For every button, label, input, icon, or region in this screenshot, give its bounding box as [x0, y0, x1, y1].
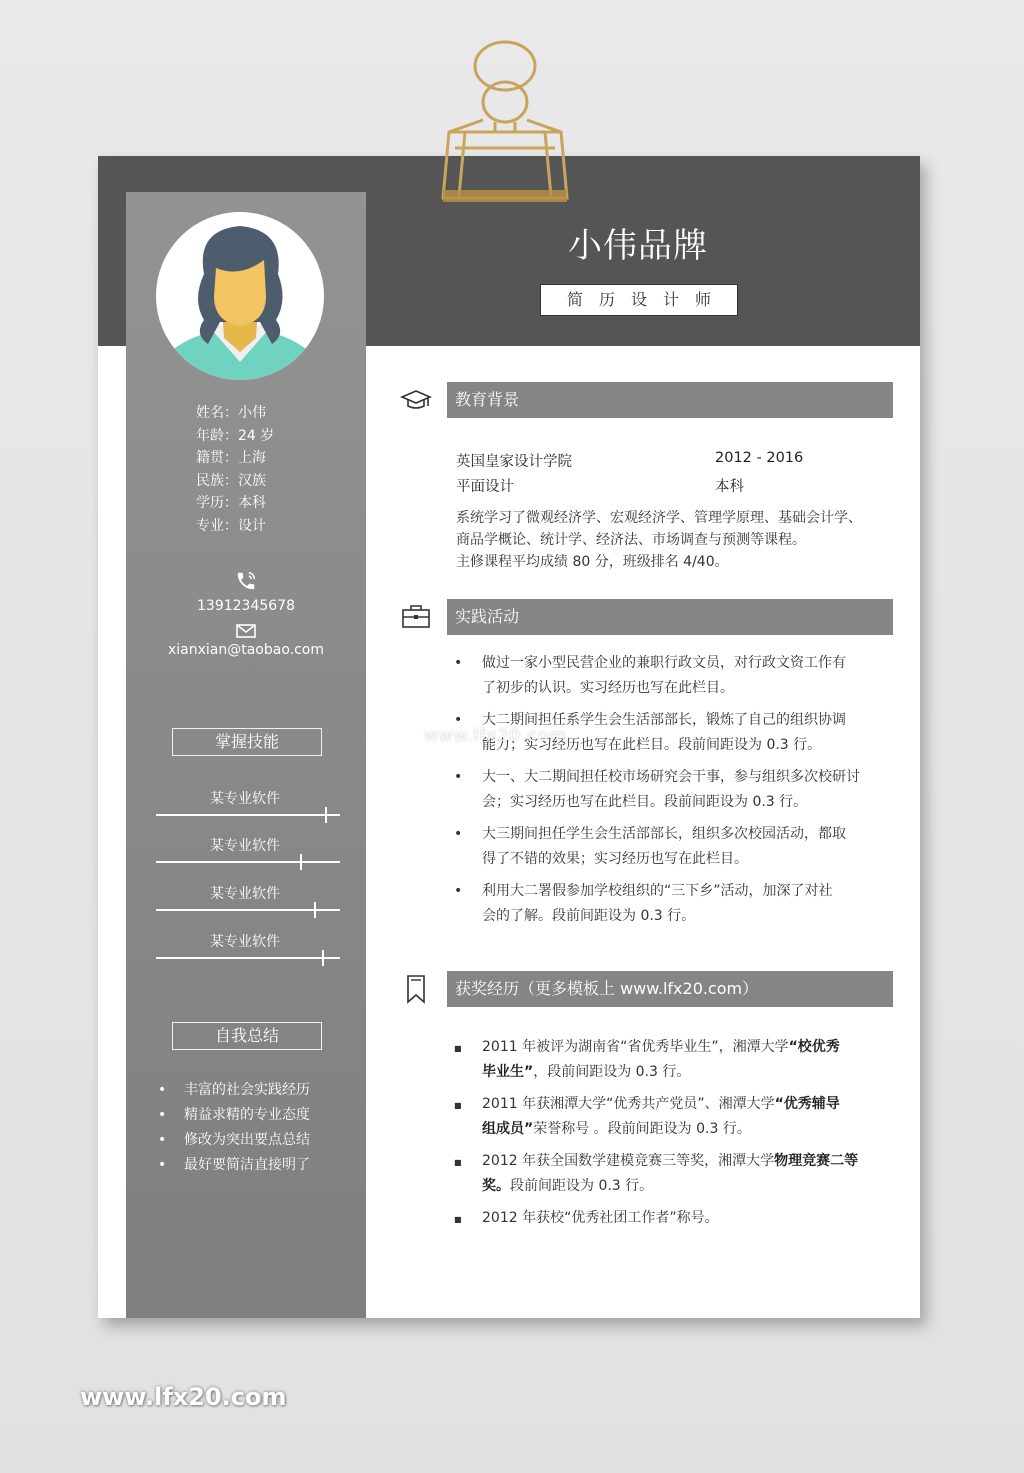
mail-icon — [236, 624, 256, 638]
graduation-cap-icon — [398, 382, 434, 418]
summary-item: • 丰富的社会实践经历 — [158, 1078, 310, 1103]
major-name: 平面设计 — [456, 479, 514, 495]
skills-title: 掌握技能 — [172, 728, 322, 756]
skill-level-marker — [300, 854, 302, 870]
watermark-overlay: www.lfx20.com — [424, 726, 567, 746]
skill-item — [156, 788, 340, 816]
education-desc-line: 主修课程平均成绩 80 分，班级排名 4/40。 — [456, 554, 729, 570]
briefcase-icon — [398, 599, 434, 635]
bookmark-icon — [398, 971, 434, 1007]
practice-item: • 大一、大二期间担任校市场研究会干事，参与组织多次校研讨 会；实习经历也写在此栏目。段前间距设为 0.3 行。 — [454, 765, 874, 815]
summary-item: • 修改为突出要点总结 — [158, 1128, 310, 1153]
award-item: ■ 2012 年获校“优秀社团工作者”称号。 — [454, 1206, 874, 1231]
skill-level-marker — [314, 902, 316, 918]
summary-item: • 精益求精的专业态度 — [158, 1103, 310, 1128]
person-avatar-icon — [156, 212, 324, 380]
phone-block — [126, 570, 366, 614]
info-ethnicity: 民族：汉族 — [196, 472, 266, 489]
education-desc-line: 系统学习了微观经济学、宏观经济学、管理学原理、基础会计学、 — [456, 510, 862, 526]
info-age: 年龄：24 岁 — [196, 427, 275, 444]
skill-item — [156, 883, 340, 911]
practice-list — [454, 651, 874, 936]
summary-title: 自我总结 — [172, 1022, 322, 1050]
education-heading: 教育背景 — [447, 382, 893, 418]
skill-item — [156, 835, 340, 863]
personal-info — [196, 402, 274, 537]
info-name: 姓名：小伟 — [196, 405, 266, 421]
study-period: 2012 - 2016 — [715, 450, 804, 466]
skill-label: 某专业软件 — [210, 791, 280, 807]
degree: 本科 — [715, 479, 744, 495]
skill-bar — [156, 814, 340, 816]
job-title: 简历设计师 — [540, 284, 738, 316]
info-education: 学历：本科 — [196, 495, 266, 511]
award-item: ■ 2011 年获湘潭大学“优秀共产党员”、湘潭大学“优秀辅导 组成员”荣誉称号 。段前间距设为 0.3 行。 — [454, 1092, 874, 1142]
skill-item — [156, 931, 340, 959]
education-desc-line: 商品学概论、统计学、经济法、市场调查与预测等课程。 — [456, 532, 806, 548]
school-name: 英国皇家设计学院 — [456, 454, 572, 470]
summary-list — [158, 1078, 310, 1178]
info-hometown: 籍贯：上海 — [196, 450, 266, 466]
awards-list — [454, 1035, 874, 1238]
avatar — [156, 212, 324, 380]
award-item: ■ 2011 年被评为湖南省“省优秀毕业生”，湘潭大学“校优秀 毕业生”，段前间距设为 0.3 行。 — [454, 1035, 874, 1085]
skill-level-marker — [325, 807, 327, 823]
practice-item: • 利用大二署假参加学校组织的“三下乡”活动，加深了对社 会的了解。段前间距设为 0.3 行。 — [454, 879, 874, 929]
email-address: xianxian@taobao.com — [167, 642, 325, 658]
education-description — [456, 507, 862, 573]
summary-item: • 最好要简洁直接明了 — [158, 1153, 310, 1178]
skill-level-marker — [322, 950, 324, 966]
phone-icon — [235, 570, 257, 592]
practice-item: • 做过一家小型民营企业的兼职行政文员，对行政文资工作有 了初步的认识。实习经历也写在此栏目。 — [454, 651, 874, 701]
resume-name: 小伟品牌 — [568, 226, 708, 266]
sidebar — [126, 192, 366, 1318]
award-item: ■ 2012 年获全国数学建模竞赛三等奖，湘潭大学物理竞赛二等 奖。段前间距设为 0.3 行。 — [454, 1149, 874, 1199]
skill-label: 某专业软件 — [210, 886, 280, 902]
practice-item: • 大二期间担任系学生会生活部部长，锻炼了自己的组织协调 能力；实习经历也写在此栏目。段前间距设为 0.3 行。 — [454, 708, 874, 758]
phone-number: 13912345678 — [197, 598, 295, 614]
skill-label: 某专业软件 — [210, 934, 280, 950]
skill-bar — [156, 909, 340, 911]
skill-label: 某专业软件 — [210, 838, 280, 854]
binder-clip-icon — [435, 38, 575, 208]
skill-bar — [156, 957, 340, 959]
watermark: www.lfx20.com — [80, 1383, 287, 1411]
awards-heading: 获奖经历（更多模板上 www.lfx20.com） — [447, 971, 893, 1007]
skill-bar — [156, 861, 340, 863]
practice-heading: 实践活动 — [447, 599, 893, 635]
info-major: 专业：设计 — [196, 517, 266, 534]
practice-item: • 大三期间担任学生会生活部部长，组织多次校园活动，都取 得了不错的效果；实习经历也写在此栏目。 — [454, 822, 874, 872]
email-block — [126, 624, 366, 658]
